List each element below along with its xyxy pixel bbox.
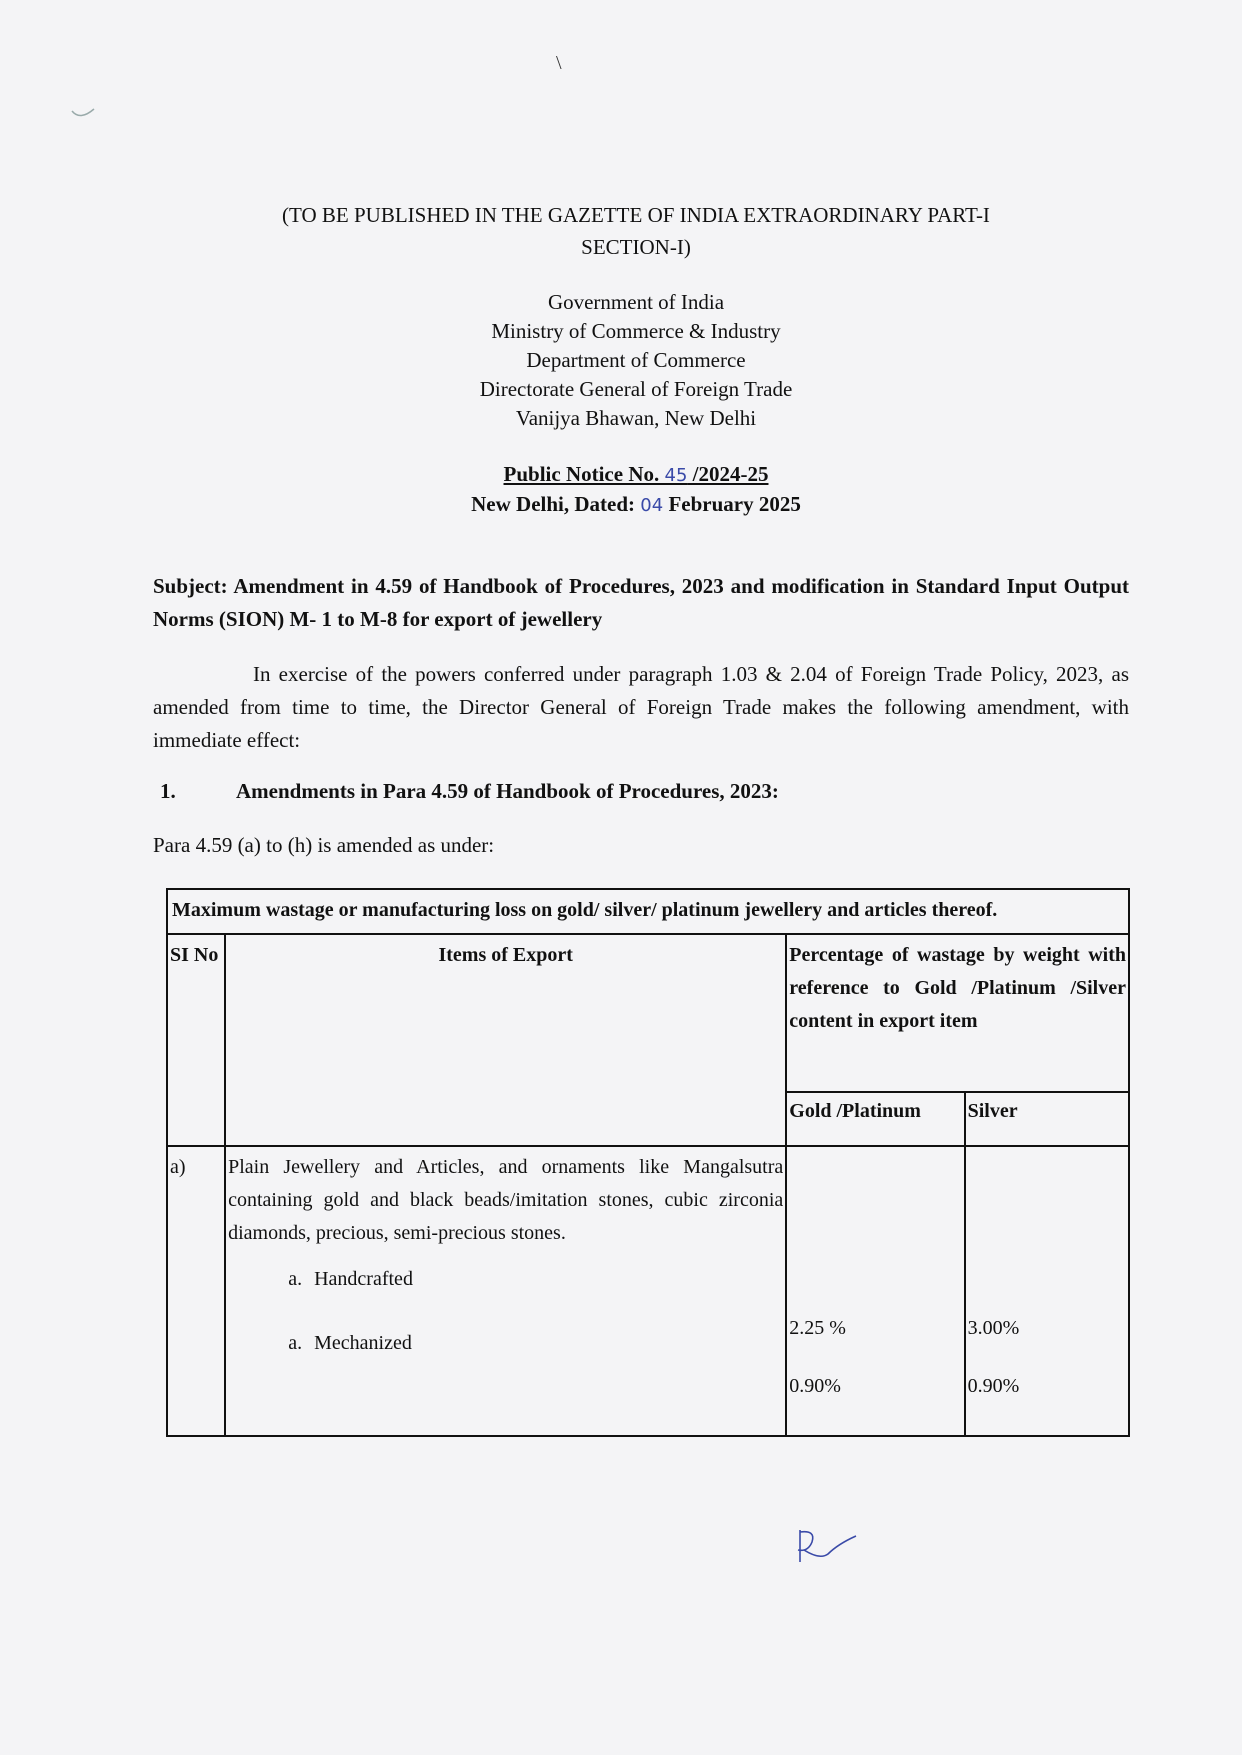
authority-line: Ministry of Commerce & Industry xyxy=(491,319,781,343)
col-header-sl: SI No xyxy=(167,934,225,1146)
row-description: Plain Jewellery and Articles, and ornaments like Mangalsutra containing gold and black beads/imitation stones, cubic zirconia diamonds, precious, semi-precious stones. xyxy=(228,1156,784,1244)
silver-value-mechanized: 0.90% xyxy=(967,1375,1020,1397)
wastage-table xyxy=(166,888,1130,1437)
top-pen-mark: \ xyxy=(556,52,562,74)
signature-initials xyxy=(790,1520,860,1570)
authority-line: Department of Commerce xyxy=(526,348,746,372)
col-header-gold: Gold /Platinum xyxy=(786,1092,964,1146)
para-intro: Para 4.59 (a) to (h) is amended as under: xyxy=(153,833,495,857)
authority-line: Government of India xyxy=(547,290,725,314)
subitem-label: Handcrafted xyxy=(314,1268,413,1290)
gazette-header-line2: SECTION-I) xyxy=(581,235,691,259)
public-notice-number xyxy=(150,459,1122,491)
row-gold-cell xyxy=(786,1146,964,1436)
authority-block xyxy=(150,288,1122,433)
table-caption: Maximum wastage or manufacturing loss on gold/ silver/ platinum jewellery and articles thereof. xyxy=(167,889,1129,934)
section-number: 1. xyxy=(160,779,176,803)
intro-paragraph-text: In exercise of the powers conferred under paragraph 1.03 & 2.04 of Foreign Trade Policy, 2023, as amended from time to time, the Director General of Foreign Trade makes the following amendment, with immediate effect: xyxy=(153,662,1129,752)
scan-smudge xyxy=(70,105,100,125)
table-row xyxy=(167,1146,1129,1436)
intro-paragraph xyxy=(153,658,1129,757)
notice-number-handwritten: 45 xyxy=(664,465,688,486)
section-heading xyxy=(160,779,779,804)
row-sl: a) xyxy=(167,1146,225,1436)
date-day-handwritten: 04 xyxy=(640,495,664,516)
subitem-handcrafted xyxy=(228,1268,783,1332)
authority-line: Directorate General of Foreign Trade xyxy=(479,377,793,401)
col-header-silver: Silver xyxy=(965,1092,1129,1146)
subitem-letter: a. xyxy=(288,1268,303,1290)
subitem-label: Mechanized xyxy=(314,1332,412,1354)
subitem-mechanized xyxy=(228,1332,783,1380)
notice-prefix: Public Notice No. xyxy=(503,462,665,486)
silver-value-handcrafted: 3.00% xyxy=(967,1317,1020,1339)
notice-date xyxy=(150,489,1122,521)
authority-line: Vanijya Bhawan, New Delhi xyxy=(515,406,757,430)
date-suffix: February 2025 xyxy=(663,492,801,516)
section-title: Amendments in Para 4.59 of Handbook of Procedures, 2023: xyxy=(236,779,779,803)
subitem-letter: a. xyxy=(288,1332,303,1354)
gold-value-handcrafted: 2.25 % xyxy=(789,1317,846,1339)
gold-value-mechanized: 0.90% xyxy=(789,1375,841,1397)
col-header-percentage: Percentage of wastage by weight with reference to Gold /Platinum /Silver content in export item xyxy=(786,934,1129,1092)
row-items-cell xyxy=(225,1146,786,1436)
col-header-items: Items of Export xyxy=(225,934,786,1146)
gazette-header-line1: (TO BE PUBLISHED IN THE GAZETTE OF INDIA EXTRAORDINARY PART-I xyxy=(282,203,990,227)
date-prefix: New Delhi, Dated: xyxy=(471,492,641,516)
row-silver-cell xyxy=(965,1146,1129,1436)
subject: Subject: Amendment in 4.59 of Handbook of Procedures, 2023 and modification in Standard Input Output Norms (SION) M- 1 to M-8 for export of jewellery xyxy=(153,574,1129,631)
notice-suffix: /2024-25 xyxy=(687,462,769,486)
